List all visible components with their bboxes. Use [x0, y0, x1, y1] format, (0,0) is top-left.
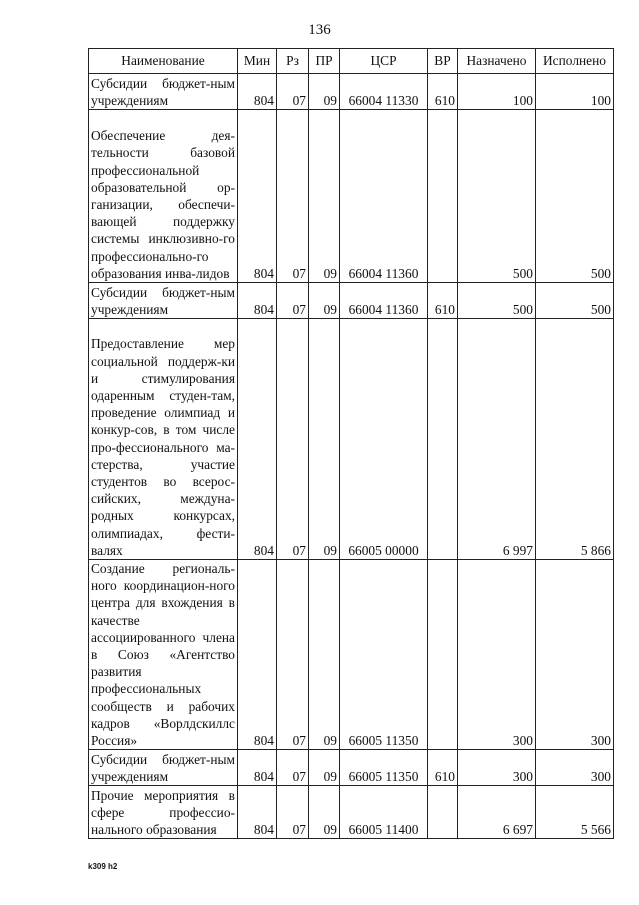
table-row	[89, 110, 614, 283]
row-min: 804	[238, 283, 277, 319]
row-name: Субсидии бюджет-ным учреждениям	[89, 74, 238, 110]
row-rz: 07	[277, 74, 309, 110]
row-executed: 300	[536, 560, 614, 750]
header-pr: ПР	[309, 49, 340, 74]
row-executed: 5 866	[536, 319, 614, 560]
row-csr: 66005 11400	[340, 786, 428, 839]
row-csr: 66005 00000	[340, 319, 428, 560]
row-vr	[428, 786, 458, 839]
row-name: Предоставление мер социальной поддерж-ки и стимулирования одаренным студен-там, проведение олимпиад и конкур-сов, в том числе про-фессионального ма-стерства, участие студентов во всерос-сийских, междуна-родных конкурсах, олимпиадах, фести-валях	[89, 319, 238, 560]
row-rz: 07	[277, 319, 309, 560]
header-vr: ВР	[428, 49, 458, 74]
header-executed: Исполнено	[536, 49, 614, 74]
row-pr: 09	[309, 560, 340, 750]
row-vr: 610	[428, 283, 458, 319]
header-name: Наименование	[89, 49, 238, 74]
row-assigned: 100	[458, 74, 536, 110]
row-assigned: 300	[458, 560, 536, 750]
row-executed: 300	[536, 750, 614, 786]
table-row	[89, 283, 614, 319]
table-row	[89, 74, 614, 110]
row-assigned: 500	[458, 283, 536, 319]
row-vr	[428, 319, 458, 560]
row-rz: 07	[277, 560, 309, 750]
table-header-row	[89, 49, 614, 74]
table-row	[89, 786, 614, 839]
row-executed: 500	[536, 283, 614, 319]
row-pr: 09	[309, 750, 340, 786]
row-executed: 5 566	[536, 786, 614, 839]
row-min: 804	[238, 786, 277, 839]
row-rz: 07	[277, 110, 309, 283]
row-pr: 09	[309, 319, 340, 560]
row-min: 804	[238, 560, 277, 750]
budget-table	[88, 48, 614, 839]
footer-code: k309 h2	[88, 862, 118, 871]
row-csr: 66005 11350	[340, 750, 428, 786]
row-rz: 07	[277, 750, 309, 786]
row-rz: 07	[277, 786, 309, 839]
row-rz: 07	[277, 283, 309, 319]
page-number: 136	[308, 22, 331, 38]
row-executed: 100	[536, 74, 614, 110]
row-vr: 610	[428, 750, 458, 786]
table-row	[89, 750, 614, 786]
header-csr: ЦСР	[340, 49, 428, 74]
row-assigned: 500	[458, 110, 536, 283]
row-csr: 66004 11330	[340, 74, 428, 110]
header-rz: Рз	[277, 49, 309, 74]
row-min: 804	[238, 74, 277, 110]
row-csr: 66004 11360	[340, 110, 428, 283]
row-vr	[428, 560, 458, 750]
row-executed: 500	[536, 110, 614, 283]
row-name: Субсидии бюджет-ным учреждениям	[89, 283, 238, 319]
row-pr: 09	[309, 786, 340, 839]
row-pr: 09	[309, 283, 340, 319]
row-csr: 66005 11350	[340, 560, 428, 750]
row-vr	[428, 110, 458, 283]
row-assigned: 300	[458, 750, 536, 786]
row-min: 804	[238, 750, 277, 786]
row-assigned: 6 997	[458, 319, 536, 560]
row-name: Создание региональ-ного координацион-ного центра для вхождения в качестве ассоциированного члена в Союз «Агентство развития профессиональных сообществ и рабочих кадров «Ворлдскиллс Россия»	[89, 560, 238, 750]
table-row	[89, 319, 614, 560]
header-min: Мин	[238, 49, 277, 74]
row-name: Прочие мероприятия в сфере профессио-нального образования	[89, 786, 238, 839]
row-assigned: 6 697	[458, 786, 536, 839]
row-min: 804	[238, 319, 277, 560]
row-name: Обеспечение дея-тельности базовой профессиональной образовательной ор-ганизации, обеспечи-вающей поддержку системы инклюзивно-го профессионально-го образования инва-лидов	[89, 110, 238, 283]
row-csr: 66004 11360	[340, 283, 428, 319]
row-min: 804	[238, 110, 277, 283]
row-pr: 09	[309, 110, 340, 283]
row-vr: 610	[428, 74, 458, 110]
row-pr: 09	[309, 74, 340, 110]
row-name: Субсидии бюджет-ным учреждениям	[89, 750, 238, 786]
header-assigned: Назначено	[458, 49, 536, 74]
table-row	[89, 560, 614, 750]
